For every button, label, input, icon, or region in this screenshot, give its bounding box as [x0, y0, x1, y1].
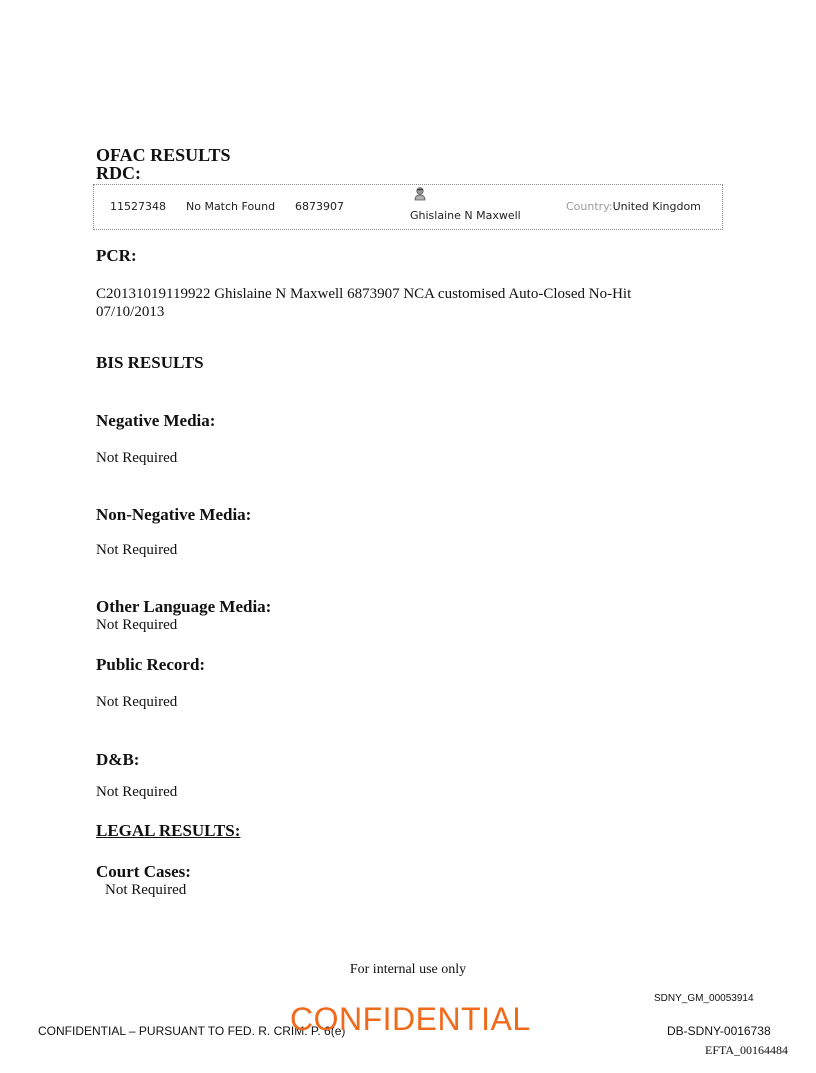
other-language-media-value: Not Required [96, 617, 178, 633]
pcr-text: C20131019119922 Ghislaine N Maxwell 6873907 NCA customised Auto-Closed No-Hit 07/10/2013 [96, 286, 632, 320]
non-negative-media-heading: Non-Negative Media: [96, 505, 252, 524]
rdc-id: 11527348 [110, 200, 166, 213]
dnb-heading: D&B: [96, 750, 140, 769]
country-label: Country: [566, 200, 613, 213]
bis-results-heading: BIS RESULTS [96, 353, 204, 372]
pcr-heading: PCR: [96, 246, 137, 265]
rdc-name: Ghislaine N Maxwell [410, 209, 521, 222]
efta-number: EFTA_00164484 [705, 1043, 789, 1057]
confidential-notice: CONFIDENTIAL – PURSUANT TO FED. R. CRIM. P. 6(e) [38, 1024, 346, 1038]
public-record-value: Not Required [96, 694, 178, 710]
bates-gm-number: SDNY_GM_00053914 [654, 993, 754, 1004]
legal-results-heading: LEGAL RESULTS: [96, 821, 241, 840]
public-record-heading: Public Record: [96, 655, 206, 674]
rdc-heading: RDC: [96, 163, 141, 183]
dnb-value: Not Required [96, 784, 178, 800]
negative-media-heading: Negative Media: [96, 411, 216, 430]
internal-use-note: For internal use only [349, 962, 467, 977]
negative-media-value: Not Required [96, 450, 178, 466]
rdc-result-row [93, 184, 723, 230]
rdc-status: No Match Found [186, 200, 276, 213]
court-cases-heading: Court Cases: [96, 862, 191, 881]
other-language-media-heading: Other Language Media: [96, 597, 272, 616]
bates-db-number: DB-SDNY-0016738 [667, 1024, 771, 1038]
rdc-number: 6873907 [295, 200, 344, 213]
country-value: United Kingdom [612, 200, 701, 213]
person-icon [414, 187, 426, 204]
court-cases-value: Not Required [105, 882, 187, 898]
ofac-results-heading: OFAC RESULTS [96, 145, 231, 165]
confidential-stamp: CONFIDENTIAL [290, 1001, 531, 1037]
rdc-country [566, 200, 701, 213]
non-negative-media-value: Not Required [96, 542, 178, 558]
